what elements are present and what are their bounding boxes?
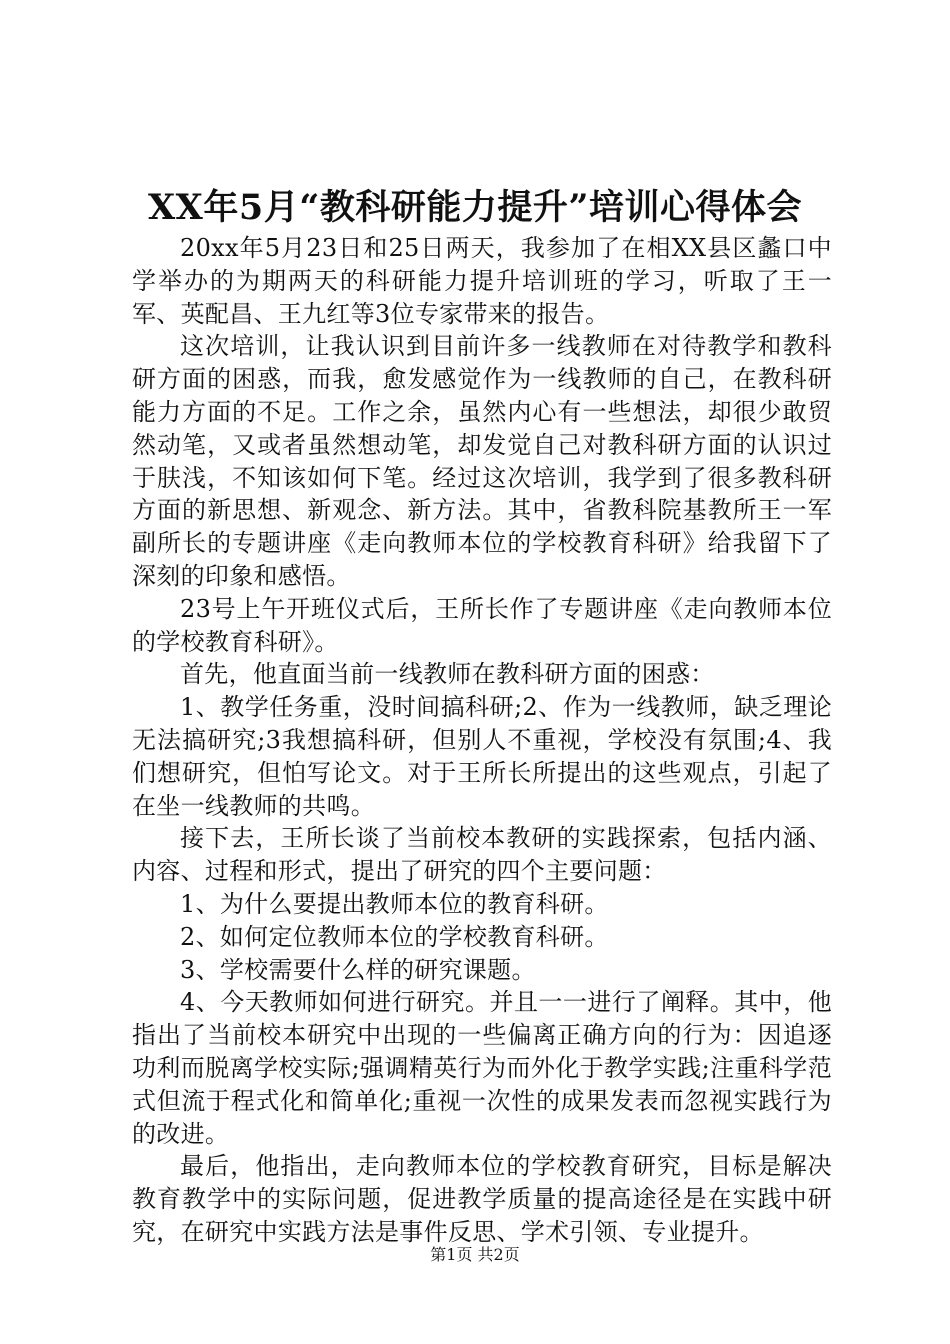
paragraph: 最后，他指出，走向教师本位的学校教育研究，目标是解决教育教学中的实际问题，促进教学质量的提高途径是在实践中研究，在研究中实践方法是事件反思、学术引领、专业提升。 [132, 1152, 832, 1246]
paragraph: 首先，他直面当前一线教师在教科研方面的困惑： [180, 660, 715, 689]
list-item: 2、如何定位教师本位的学校教育科研。 [180, 922, 609, 951]
list-item: 3、学校需要什么样的研究课题。 [180, 955, 536, 984]
document-title: XX年5月“教科研能力提升”培训心得体会 [148, 187, 802, 228]
document-body [132, 232, 832, 1249]
paragraph: 这次培训，让我认识到目前许多一线教师在对待教学和教科研方面的困惑，而我，愈发感觉作为一线教师的自己，在教科研能力方面的不足。工作之余，虽然内心有一些想法，却很少敢贸然动笔，又或者虽然想动笔，却发觉自己对教科研方面的认识过于肤浅，不知该如何下笔。经过这次培训，我学到了很多教科研方面的新思想、新观念、新方法。其中，省教科院基教所王一军副所长的专题讲座《走向教师本位的学校教育科研》给我留下了深刻的印象和感悟。 [132, 332, 832, 590]
list-paragraph: 1、教学任务重，没时间搞科研;2、作为一线教师，缺乏理论无法搞研究;3我想搞科研，但别人不重视，学校没有氛围;4、我们想研究，但怕写论文。对于王所长所提出的这些观点，引起了在坐一线教师的共鸣。 [132, 693, 832, 820]
list-item: 1、为什么要提出教师本位的教育科研。 [180, 889, 609, 918]
paragraph: 23号上午开班仪式后，王所长作了专题讲座《走向教师本位的学校教育科研》。 [132, 594, 832, 656]
paragraph: 接下去，王所长谈了当前校本教研的实践探索，包括内涵、内容、过程和形式，提出了研究的四个主要问题： [132, 824, 832, 886]
paragraph: 20xx年5月23日和25日两天，我参加了在相XX县区蠡口中学举办的为期两天的科研能力提升培训班的学习，听取了王一军、英配昌、王九红等3位专家带来的报告。 [132, 234, 832, 328]
list-item: 4、今天教师如何进行研究。并且一一进行了阐释。其中，他指出了当前校本研究中出现的一些偏离正确方向的行为：因追逐功利而脱离学校实际;强调精英行为而外化于教学实践;注重科学范式但流于程式化和简单化;重视一次性的成果发表而忽视实践行为的改进。 [132, 988, 832, 1148]
page-number-footer: 第1页 共2页 [430, 1245, 520, 1264]
